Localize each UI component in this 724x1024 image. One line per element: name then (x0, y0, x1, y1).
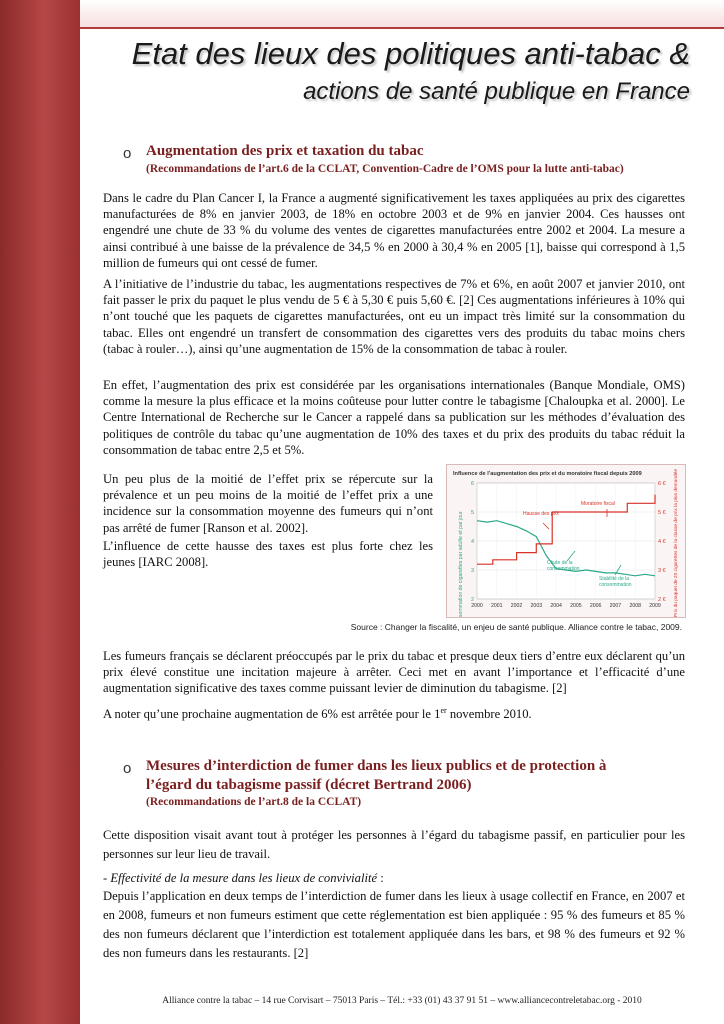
chart-x-tick-label: 2007 (609, 603, 622, 609)
section2-heading-line2: l’égard du tabagisme passif (décret Bertrand 2006) (146, 777, 472, 793)
section2-effectivite-label (103, 869, 685, 888)
section1-paragraph-6: Les fumeurs français se déclarent préoccupés par le prix du tabac et presque deux tiers d’entre eux déclarent qu’un prix élevé constitue une incitation majeure à arrêter. Ceci met en avant l’importance et l’efficacité d’une augmentation significative des taxes comme puissant levier de diminution du tabagisme. [2] (103, 649, 685, 696)
chart-right-axis-label: Prix du paquet de 20 cigarettes de la classe de prix la plus demandée (674, 469, 679, 617)
chart-right-tick-label: 2 € (658, 597, 666, 603)
page-title-line1: Etat des lieux des politiques anti-tabac & (131, 36, 690, 71)
note-text-before: A noter qu’une prochaine augmentation de 6% est arrêtée pour le 1 (103, 707, 441, 722)
label-suffix: : (377, 871, 384, 885)
chart-left-tick-label: 6 (470, 481, 474, 487)
page-title-line2: actions de santé publique en France (303, 78, 690, 105)
chart-x-tick-label: 2002 (510, 603, 523, 609)
annotation-chute-line1: Chute de la (547, 560, 573, 566)
section1-paragraph-5: L’influence de cette hausse des taxes est plus forte chez les jeunes [IARC 2008]. (103, 539, 433, 570)
chart-x-tick-label: 2006 (589, 603, 602, 609)
label-prefix: - (103, 871, 111, 885)
chart-x-tick-label: 2005 (570, 603, 582, 609)
chart-title: Influence de l’augmentation des prix et du moratoire fiscal depuis 2009 (453, 471, 642, 477)
annotation-hausse: Hausse des prix (523, 511, 559, 517)
chart-x-tick-label: 2000 (471, 603, 483, 609)
note-text-after: novembre 2010. (446, 707, 532, 722)
chart-left-tick-label: 4 (470, 539, 474, 545)
section2-subheading: (Recommandations de l’art.8 de la CCLAT) (146, 796, 362, 808)
section1-subheading: (Recommandations de l’art.6 de la CCLAT, Convention-Cadre de l’OMS pour la lutte anti-tabac) (146, 163, 624, 175)
page-footer: Alliance contre la tabac – 14 rue Corvisart – 75013 Paris – Tél.: +33 (01) 43 37 91 51 – www.alliancecontreletabac.org - 2010 (162, 996, 642, 1006)
section1-paragraph-2: A l’initiative de l’industrie du tabac, les augmentations respectives de 7% et 6%, en août 2007 et janvier 2010, ont fait passer le prix du paquet le plus vendu de 5 € à 5,30 € puis 5,60 €. [2] Ces augmentations inférieures à 10% qui n’ont touché que les paquets de cigarettes manufacturées, ont eu un impact très limité sur la consommation du tabac. Elles ont engendré un transfert de consommation des cigarettes vers des produits du tabac moins chers (tabac à rouler…), ainsi qu’une augmentation de 15% de la consommation de tabac à rouler. (103, 277, 685, 356)
section2-heading-line1: Mesures d’interdiction de fumer dans les lieux publics et de protection à (146, 758, 607, 774)
chart-source: Source : Changer la fiscalité, un enjeu de santé publique. Alliance contre le tabac, 2009. (350, 622, 682, 632)
effectivite-italic: Effectivité de la mesure dans les lieux de convivialité (110, 871, 378, 885)
note-superscript: er (440, 706, 447, 715)
chart-x-tick-label: 2008 (629, 603, 641, 609)
chart-left-axis-label: Consommation de cigarettes par adulte et par jour (458, 511, 464, 617)
chart-right-tick-label: 6 € (658, 481, 666, 487)
section2-paragraph-1: Cette disposition visait avant tout à protéger les personnes à l’égard du tabagisme passif, en particulier pour les personnes sur leur lieu de travail. (103, 828, 685, 861)
chart-left-tick-label: 5 (470, 510, 474, 516)
price-consumption-chart (446, 464, 686, 618)
bullet-icon: o (123, 145, 132, 162)
annotation-moratoire: Moratoire fiscal (581, 501, 615, 507)
chart-x-tick-label: 2009 (649, 603, 661, 609)
section1-paragraph-1: Dans le cadre du Plan Cancer I, la France a augmenté significativement les taxes appliquées au prix des cigarettes manufacturées de 8% en janvier 2003, de 18% en octobre 2003 et de 9% en janvier 2004. Ces hausses ont engendré une chute de 33 % du volume des ventes de cigarettes manufacturées entre 2002 et 2004. La mesure a ainsi contribué à une baisse de la prévalence de 34,5 % en 2000 à 30,4 % en 2005 [1], baisse qui correspond à 1,5 million de fumeurs qui ont cessé de fumer. (103, 191, 685, 270)
annotation-stabilite-line1: Stabilité de la (599, 576, 630, 582)
section2-paragraph-2: Depuis l’application en deux temps de l’interdiction de fumer dans les lieux à usage collectif en France, en 2007 et en 2008, fumeurs et non fumeurs estiment que cette réglementation est bien appliquée : 95 % des fumeurs et 85 % des non fumeurs déclarent que l’interdiction est totalement appliquée dans les bars, et 98 % des fumeurs et 92 % des non fumeurs dans les restaurants. [2] (103, 889, 685, 960)
chart-right-tick-label: 4 € (658, 539, 666, 545)
annotation-stabilite-line2: consommation (599, 582, 632, 588)
bullet-icon: o (123, 760, 132, 777)
section1-note (103, 703, 685, 722)
chart-right-tick-label: 3 € (658, 568, 666, 574)
chart-left-tick-label: 3 (470, 568, 474, 574)
header-band (80, 0, 724, 29)
chart-right-tick-label: 5 € (658, 510, 666, 516)
chart-x-tick-label: 2001 (491, 603, 503, 609)
section1-paragraph-3: En effet, l’augmentation des prix est considérée par les organisations internationales (Banque Mondiale, OMS) comme la mesure la plus efficace et la moins coûteuse pour lutter contre le tabagisme [Chaloupka et al. 2000]. Le Centre International de Recherche sur le Cancer a rappelé dans sa publication sur les méthodes d’évaluation des politiques de contrôle du tabac qu’une augmentation de 10% des taxes et du prix des produits du tabac réduit la consommation de tabac entre 2,5 et 5%. (103, 378, 685, 457)
chart-x-tick-label: 2004 (550, 603, 562, 609)
section2-heading (146, 757, 606, 795)
chart-canvas (447, 465, 685, 617)
chart-left-tick-label: 2 (470, 597, 474, 603)
section1-heading: Augmentation des prix et taxation du tabac (146, 143, 424, 159)
decorative-sidebar (0, 0, 80, 1024)
section1-paragraph-4: Un peu plus de la moitié de l’effet prix se répercute sur la prévalence et un peu moins de la moitié de l’effet prix a une incidence sur la consommation moyenne des fumeurs qui n’ont pas arrêté de fumer [Ranson et al. 2002]. (103, 472, 433, 535)
annotation-chute-line2: consommation (547, 566, 580, 572)
chart-x-tick-label: 2003 (530, 603, 543, 609)
